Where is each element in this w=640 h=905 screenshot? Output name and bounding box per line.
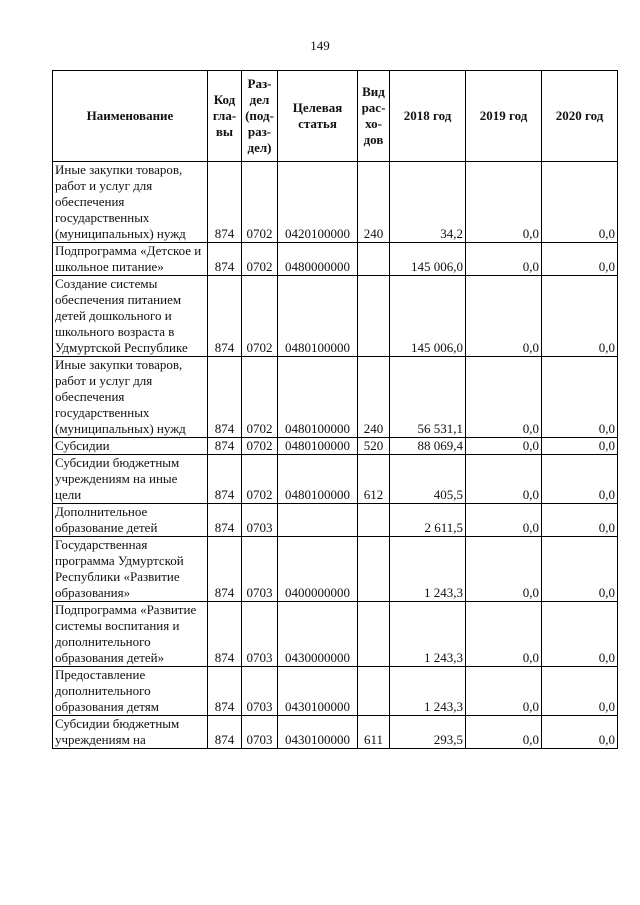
cell-2018: 2 611,5 [390,504,466,537]
cell-name: Государственная программа Удмуртской Республики «Развитие образования» [53,537,208,602]
cell-name: Создание системы обеспечения питанием детей дошкольного и школьного возраста в Удмуртской Республике [53,276,208,357]
cell-2020: 0,0 [542,243,618,276]
budget-table [52,70,618,749]
cell-vid [358,504,390,537]
cell-vid: 240 [358,357,390,438]
cell-2018: 34,2 [390,162,466,243]
cell-2020: 0,0 [542,162,618,243]
cell-razdel: 0702 [242,243,278,276]
cell-2019: 0,0 [466,162,542,243]
cell-name: Подпрограмма «Развитие системы воспитания и дополнительного образования детей» [53,602,208,667]
header-kod: Код гла-вы [208,71,242,162]
cell-vid [358,276,390,357]
cell-name: Иные закупки товаров, работ и услуг для обеспечения государственных (муниципальных) нужд [53,357,208,438]
cell-razdel: 0702 [242,357,278,438]
cell-2018: 1 243,3 [390,602,466,667]
cell-kod: 874 [208,537,242,602]
header-2018: 2018 год [390,71,466,162]
cell-name: Дополнительное образование детей [53,504,208,537]
header-2019: 2019 год [466,71,542,162]
table-row [53,438,618,455]
header-celevaya: Целевая статья [278,71,358,162]
table-header-row [53,71,618,162]
cell-name: Подпрограмма «Детское и школьное питание» [53,243,208,276]
cell-vid [358,537,390,602]
page-number: 149 [310,38,330,53]
table-row [53,537,618,602]
cell-2019: 0,0 [466,357,542,438]
cell-celevaya: 0430000000 [278,602,358,667]
cell-2020: 0,0 [542,455,618,504]
table-row [53,455,618,504]
cell-kod: 874 [208,455,242,504]
cell-razdel: 0703 [242,504,278,537]
table-row [53,276,618,357]
cell-celevaya [278,504,358,537]
cell-name: Иные закупки товаров, работ и услуг для обеспечения государственных (муниципальных) нужд [53,162,208,243]
table-row [53,667,618,716]
cell-2020: 0,0 [542,504,618,537]
cell-name: Предоставление дополнительного образования детям [53,667,208,716]
cell-name: Субсидии бюджетным учреждениям на [53,716,208,749]
cell-2019: 0,0 [466,504,542,537]
cell-2020: 0,0 [542,276,618,357]
cell-razdel: 0703 [242,602,278,667]
table-row [53,602,618,667]
cell-2019: 0,0 [466,455,542,504]
cell-celevaya: 0480100000 [278,357,358,438]
cell-2019: 0,0 [466,243,542,276]
cell-razdel: 0702 [242,162,278,243]
cell-kod: 874 [208,162,242,243]
cell-name: Субсидии [53,438,208,455]
cell-2018: 1 243,3 [390,667,466,716]
cell-vid [358,602,390,667]
cell-celevaya: 0480000000 [278,243,358,276]
table-row [53,504,618,537]
cell-vid [358,667,390,716]
cell-2019: 0,0 [466,602,542,667]
cell-razdel: 0702 [242,438,278,455]
cell-razdel: 0703 [242,537,278,602]
cell-2018: 88 069,4 [390,438,466,455]
cell-vid: 611 [358,716,390,749]
cell-vid [358,243,390,276]
cell-razdel: 0703 [242,716,278,749]
cell-celevaya: 0430100000 [278,667,358,716]
cell-kod: 874 [208,438,242,455]
cell-2019: 0,0 [466,438,542,455]
cell-celevaya: 0480100000 [278,455,358,504]
cell-razdel: 0702 [242,455,278,504]
cell-kod: 874 [208,667,242,716]
cell-2020: 0,0 [542,716,618,749]
cell-vid: 520 [358,438,390,455]
cell-razdel: 0703 [242,667,278,716]
cell-2018: 1 243,3 [390,537,466,602]
cell-celevaya: 0480100000 [278,438,358,455]
cell-2018: 145 006,0 [390,243,466,276]
header-razdel: Раз-дел (под-раз-дел) [242,71,278,162]
cell-kod: 874 [208,716,242,749]
cell-2020: 0,0 [542,667,618,716]
cell-kod: 874 [208,504,242,537]
cell-2018: 405,5 [390,455,466,504]
cell-2018: 145 006,0 [390,276,466,357]
cell-2019: 0,0 [466,667,542,716]
cell-celevaya: 0400000000 [278,537,358,602]
cell-2020: 0,0 [542,357,618,438]
cell-kod: 874 [208,357,242,438]
header-vid: Вид рас-хо-дов [358,71,390,162]
cell-kod: 874 [208,602,242,667]
cell-2018: 56 531,1 [390,357,466,438]
table-row [53,716,618,749]
cell-celevaya: 0420100000 [278,162,358,243]
table-row [53,162,618,243]
cell-2020: 0,0 [542,537,618,602]
cell-2019: 0,0 [466,716,542,749]
cell-2018: 293,5 [390,716,466,749]
cell-2020: 0,0 [542,438,618,455]
header-name: Наименование [53,71,208,162]
cell-name: Субсидии бюджетным учреждениям на иные цели [53,455,208,504]
cell-kod: 874 [208,276,242,357]
cell-vid: 612 [358,455,390,504]
cell-vid: 240 [358,162,390,243]
cell-2020: 0,0 [542,602,618,667]
table-row [53,243,618,276]
cell-celevaya: 0480100000 [278,276,358,357]
cell-kod: 874 [208,243,242,276]
cell-celevaya: 0430100000 [278,716,358,749]
cell-2019: 0,0 [466,276,542,357]
table-row [53,357,618,438]
cell-2019: 0,0 [466,537,542,602]
header-2020: 2020 год [542,71,618,162]
cell-razdel: 0702 [242,276,278,357]
